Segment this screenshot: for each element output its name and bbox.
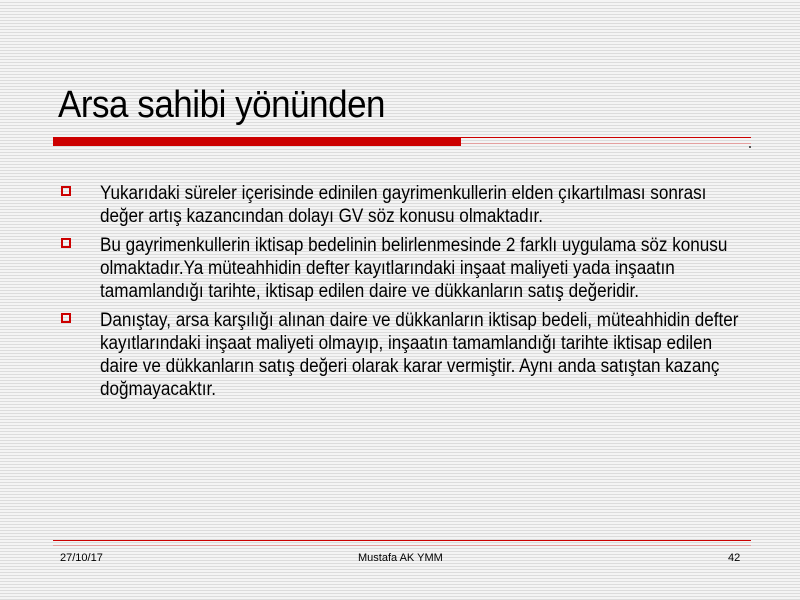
bullet-text: Yukarıdaki süreler içerisinde edinilen gayrimenkullerin elden çıkartılması sonrası değer artış kazancından dolayı GV söz konusu olmaktadır. [100, 183, 707, 227]
title-rule-end-dot [749, 146, 751, 148]
footer-rule [53, 540, 751, 541]
bullet-item [58, 182, 758, 228]
hollow-square-bullet-icon [61, 313, 71, 323]
bullet-item [58, 309, 758, 401]
title-underline-rule [461, 137, 751, 138]
bullet-item [58, 234, 758, 303]
footer-author: Mustafa AK YMM [358, 552, 443, 564]
footer-rule-secondary [53, 545, 751, 546]
title-underline-accent [53, 137, 461, 146]
title-underline-rule-secondary [461, 143, 751, 144]
hollow-square-bullet-icon [61, 186, 71, 196]
bullet-text: Danıştay, arsa karşılığı alınan daire ve dükkanların iktisap bedeli, müteahhidin defter kayıtlarındaki inşaat maliyeti olmayıp, inşaatın tamamlandığı tarihte iktisap edilen daire ve dükkanların satış değeri olarak karar vermiştir. Aynı anda satıştan kazanç doğmayacaktır. [100, 310, 739, 400]
footer-page-number: 42 [728, 552, 741, 564]
hollow-square-bullet-icon [61, 238, 71, 248]
bullet-text: Bu gayrimenkullerin iktisap bedelinin belirlenmesinde 2 farklı uygulama söz konusu olmaktadır.Ya müteahhidin defter kayıtlarındaki inşaat maliyeti yada inşaatın tamamlandığı tarihte, iktisap edilen daire ve dükkanların satış değeridir. [100, 235, 728, 302]
bullet-list [58, 182, 758, 407]
footer-date: 27/10/17 [60, 552, 103, 564]
slide-title: Arsa sahibi yönünden [58, 84, 386, 126]
